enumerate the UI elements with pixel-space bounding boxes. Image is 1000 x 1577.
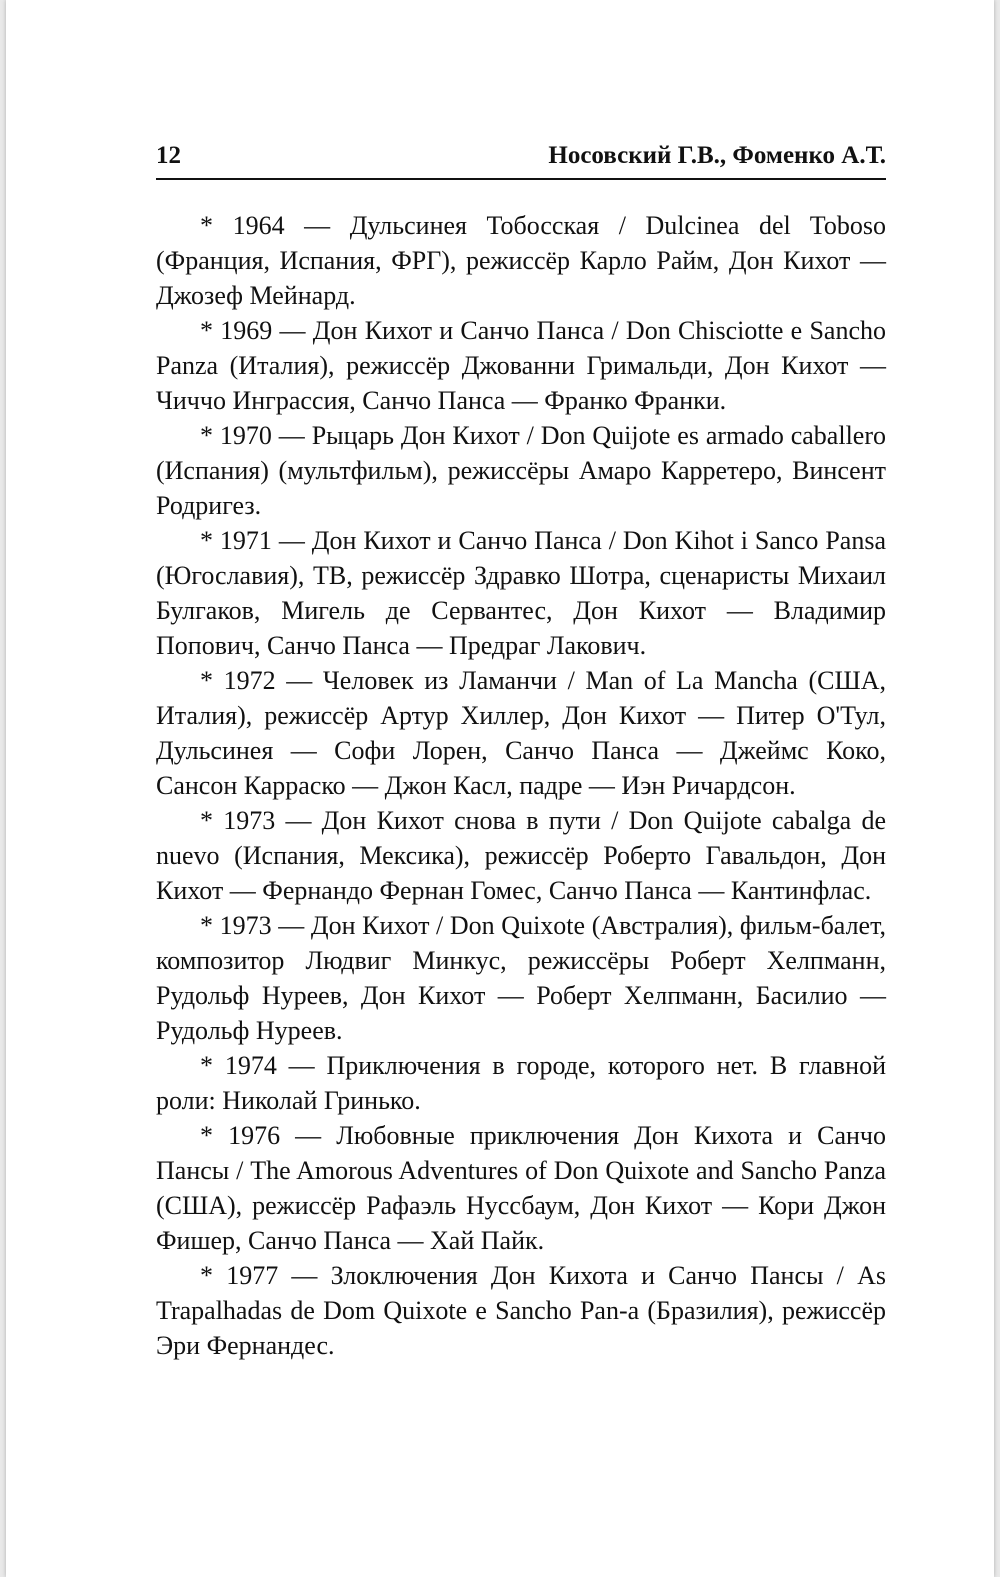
film-entry-1973-b: * 1973 — Дон Кихот / Don Quixote (Австралия), фильм-балет, композитор Людвиг Минкус, режиссёры Роберт Хелпманн, Рудольф Нуреев, Дон Кихот — Роберт Хелпманн, Басилио — Рудольф Нуреев. [156, 911, 886, 1045]
page-number: 12 [156, 142, 181, 169]
film-entry-1976: * 1976 — Любовные приключения Дон Кихота и Санчо Пансы / The Amorous Adventures of Don Quixote and Sancho Panza (США), режиссёр Рафаэль Нуссбаум, Дон Кихот — Кори Джон Фишер, Санчо Панса — Хай Пайк. [156, 1121, 886, 1255]
film-entry-1972: * 1972 — Человек из Ламанчи / Man of La Mancha (США, Италия), режиссёр Артур Хиллер, Дон Кихот — Питер О'Тул, Дульсинея — Софи Лорен, Санчо Панса — Джеймс Коко, Сансон Карраско — Джон Касл, падре — Иэн Ричардсон. [156, 666, 886, 800]
film-entry-1970: * 1970 — Рыцарь Дон Кихот / Don Quijote es armado caballero (Испания) (мультфильм), режиссёры Амаро Карретеро, Винсент Родригез. [156, 421, 886, 520]
film-entry-1977: * 1977 — Злоключения Дон Кихота и Санчо Пансы / As Trapalhadas de Dom Quixote e Sancho Pan-a (Бразилия), режиссёр Эри Фернандес. [156, 1261, 886, 1360]
page-header [156, 136, 886, 180]
filmography-list [156, 208, 886, 1363]
book-page [6, 0, 994, 1577]
film-entry-1964: * 1964 — Дульсинея Тобосская / Dulcinea del Toboso (Франция, Испания, ФРГ), режиссёр Карло Райм, Дон Кихот — Джозеф Мейнард. [156, 211, 886, 310]
film-entry-1969: * 1969 — Дон Кихот и Санчо Панса / Don Chisciotte e Sancho Panza (Италия), режиссёр Джованни Гримальди, Дон Кихот — Чиччо Инграссия, Санчо Панса — Франко Франки. [156, 316, 886, 415]
film-entry-1973-a: * 1973 — Дон Кихот снова в пути / Don Quijote cabalga de nuevo (Испания, Мексика), режиссёр Роберто Гавальдон, Дон Кихот — Фернандо Фернан Гомес, Санчо Панса — Кантинфлас. [156, 806, 886, 905]
film-entry-1974: * 1974 — Приключения в городе, которого нет. В главной роли: Николай Гринько. [156, 1051, 886, 1115]
running-head: Носовский Г.В., Фоменко А.Т. [548, 142, 886, 169]
film-entry-1971: * 1971 — Дон Кихот и Санчо Панса / Don Kihot i Sanco Pansa (Югославия), ТВ, режиссёр Здравко Шотра, сценаристы Михаил Булгаков, Мигель де Сервантес, Дон Кихот — Владимир Попович, Санчо Панса — Предраг Лакович. [156, 526, 886, 660]
